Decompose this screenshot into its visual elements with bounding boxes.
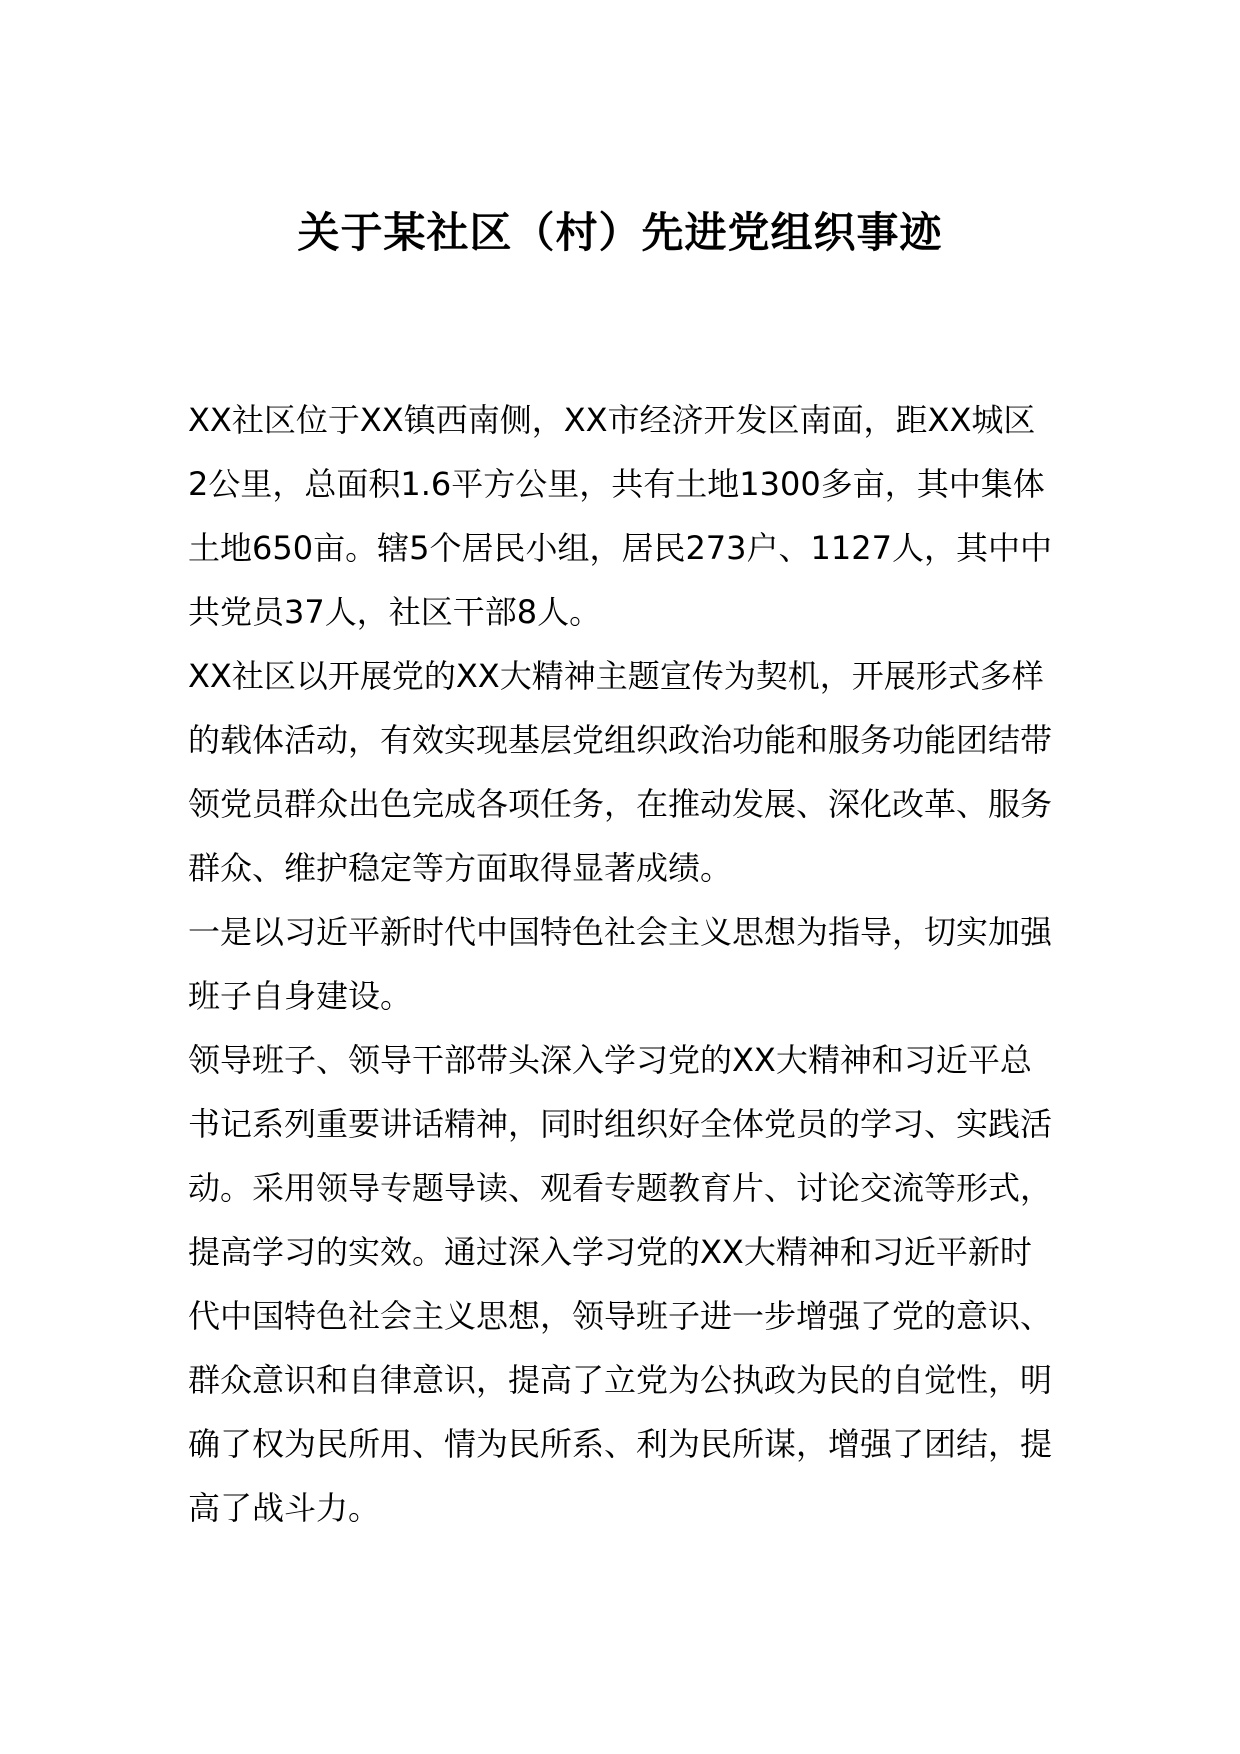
paragraph-leadership-study: 领导班子、领导干部带头深入学习党的XX大精神和习近平总书记系列重要讲话精神，同时组织好全体党员的学习、实践活动。采用领导专题导读、观看专题教育片、讨论交流等形式，提高学习的实效。通过深入学习党的XX大精神和习近平新时代中国特色社会主义思想，领导班子进一步增强了党的意识、群众意识和自律意识，提高了立党为公执政为民的自觉性，明确了权为民所用、情为民所系、利为民所谋，增强了团结，提高了战斗力。 xyxy=(188,1041,1053,1527)
paragraph-achievements: XX社区以开展党的XX大精神主题宣传为契机，开展形式多样的载体活动，有效实现基层党组织政治功能和服务功能团结带领党员群众出色完成各项任务，在推动发展、深化改革、服务群众、维护稳定等方面取得显著成绩。 xyxy=(188,657,1053,887)
paragraph-overview: XX社区位于XX镇西南侧，XX市经济开发区南面，距XX城区2公里，总面积1.6平方公里，共有土地1300多亩，其中集体土地650亩。辖5个居民小组，居民273户、1127人，其中中共党员37人，社区干部8人。 xyxy=(188,401,1052,631)
paragraph-point-one-heading: 一是以习近平新时代中国特色社会主义思想为指导，切实加强班子自身建设。 xyxy=(188,913,1053,1015)
document-body xyxy=(188,388,1054,1540)
document-title: 关于某社区（村）先进党组织事迹 xyxy=(297,208,943,257)
